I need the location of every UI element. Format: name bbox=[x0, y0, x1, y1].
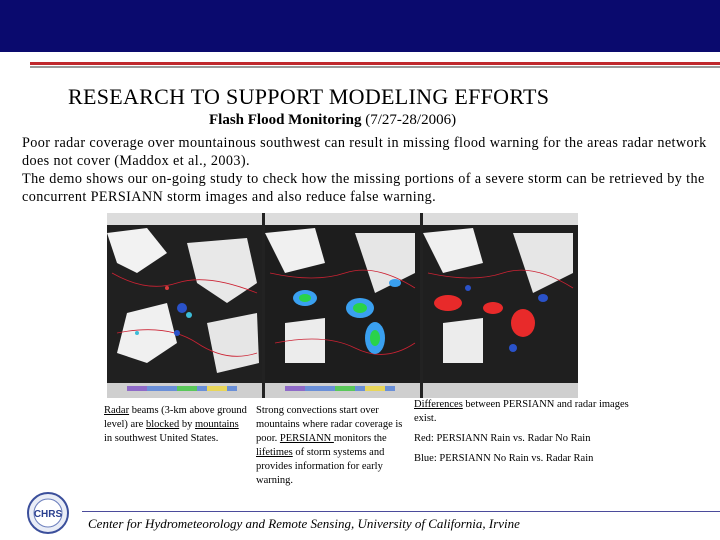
caption-differences-intro bbox=[414, 398, 636, 426]
slide-title: RESEARCH TO SUPPORT MODELING EFFORTS bbox=[68, 84, 550, 109]
caption-differences bbox=[414, 398, 636, 466]
chrs-logo bbox=[26, 491, 70, 535]
subtitle-bold: Flash Flood Monitoring bbox=[209, 112, 362, 128]
intro-paragraph-1: Poor radar coverage over mountainous southwest can result in missing flood warning for the areas radar network does not cover (Maddox et al., 2003). bbox=[22, 135, 707, 169]
intro-paragraph-2: The demo shows our on-going study to check how the missing portions of a severe storm can be retrieved by the concurrent PERSIANN storm images and also reduce false warning. bbox=[22, 171, 705, 205]
caption-blue-legend: Blue: PERSIANN No Rain vs. Radar Rain bbox=[414, 453, 594, 464]
intro-text bbox=[22, 134, 712, 206]
caption-radar-word: Radar bbox=[104, 405, 130, 416]
footer-rule bbox=[82, 511, 720, 512]
caption-persiann-text-3: of storm systems and provides information for early warning. bbox=[256, 447, 385, 486]
caption-persiann-text-2: monitors the bbox=[333, 433, 387, 444]
caption-persiann-text-1: Strong convections start over mountains where radar coverage is poor. bbox=[256, 405, 403, 444]
caption-red-legend: Red: PERSIANN Rain vs. Radar No Rain bbox=[414, 433, 591, 444]
caption-radar-text-3: in southwest United States. bbox=[104, 433, 219, 444]
caption-persiann-word: PERSIANN bbox=[279, 433, 334, 444]
caption-radar-text-1: beams (3-km above ground level) are bbox=[104, 405, 247, 430]
header-rule-grey bbox=[30, 66, 720, 68]
radar-map bbox=[107, 213, 262, 398]
caption-differences-text: between PERSIANN and radar images exist. bbox=[414, 399, 629, 424]
caption-mountains-word: mountains bbox=[194, 419, 239, 430]
radar-map-panel bbox=[107, 213, 577, 398]
header-rule-red bbox=[30, 62, 720, 65]
top-banner bbox=[0, 0, 720, 52]
logo-text: CHRS bbox=[33, 509, 63, 520]
caption-differences-word: Differences bbox=[414, 399, 463, 410]
caption-radar-text-2: by bbox=[179, 419, 195, 430]
caption-persiann bbox=[256, 404, 408, 488]
caption-radar bbox=[104, 404, 249, 446]
slide-subtitle bbox=[209, 112, 456, 129]
caption-lifetimes-word: lifetimes bbox=[256, 447, 293, 458]
difference-map bbox=[423, 213, 578, 398]
persiann-map bbox=[265, 213, 420, 398]
subtitle-date: (7/27-28/2006) bbox=[361, 112, 457, 128]
caption-blocked-word: blocked bbox=[145, 419, 180, 430]
footer-credit: Center for Hydrometeorology and Remote Sensing, University of California, Irvine bbox=[88, 516, 520, 531]
